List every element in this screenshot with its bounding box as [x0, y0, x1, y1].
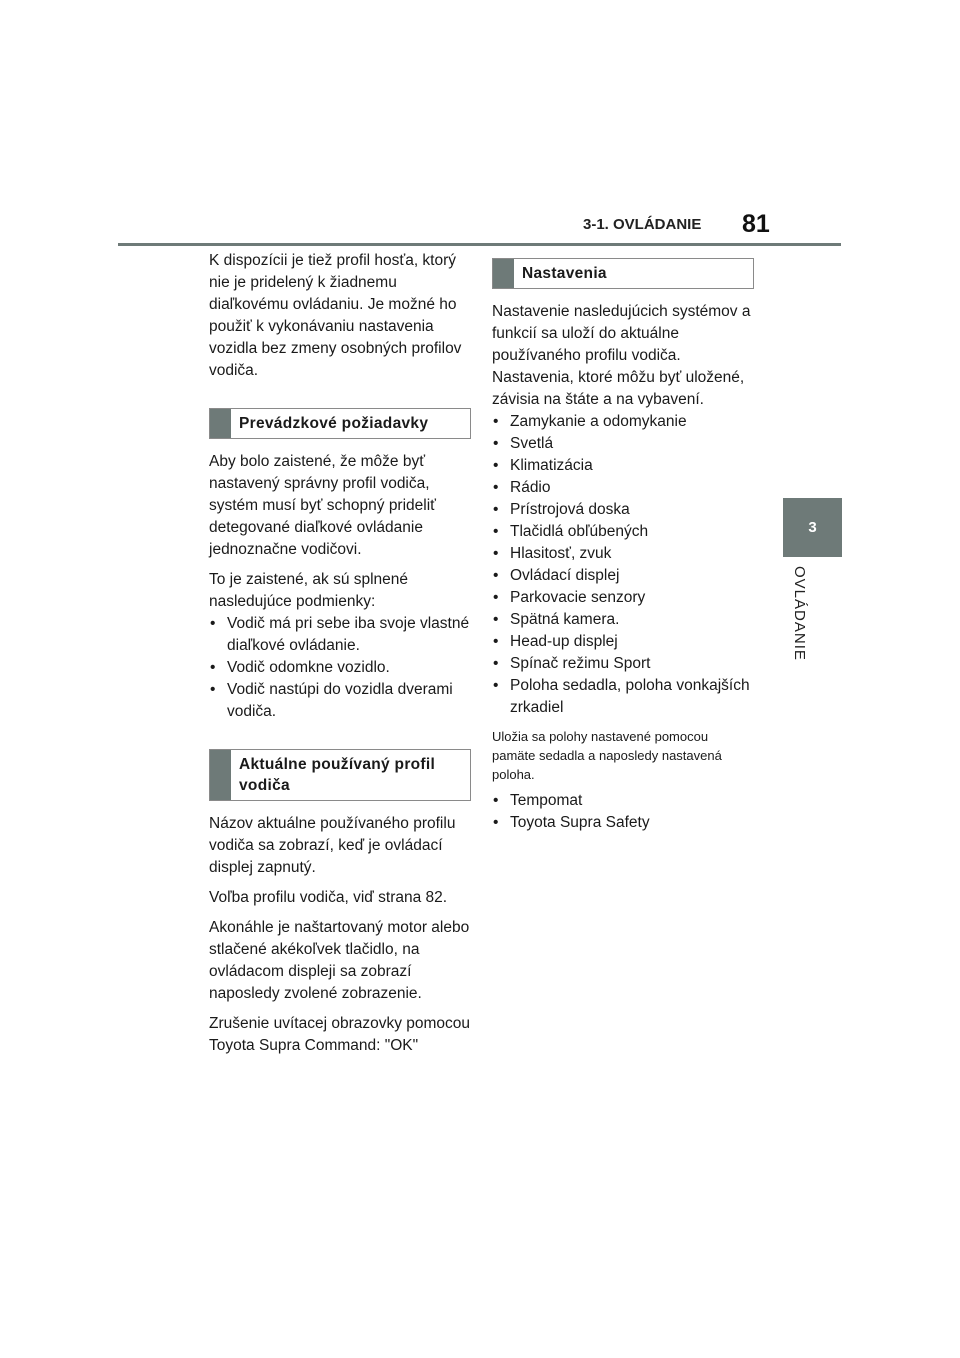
paragraph: To je zaistené, ak sú splnené nasledujúce podmienky: [209, 571, 409, 610]
list-item: • Vodič nastúpi do vozidla dverami vodiča. [209, 679, 471, 723]
list-item: • Toyota Supra Safety [492, 812, 754, 834]
intro-paragraph: K dispozícii je tiež profil hosťa, ktorý nie je pridelený k žiadnemu diaľkovému ovládaniu. Je možné ho použiť k vykonávaniu nastavenia vozidla bez zmeny osobných profilov vodiča. [209, 252, 462, 379]
paragraph: Voľba profilu vodiča, viď strana 82. [209, 889, 448, 906]
settings-list-continued [492, 790, 754, 834]
list-item: • Tlačidlá obľúbených [492, 521, 754, 543]
list-item: • Tempomat [492, 790, 754, 812]
settings-list [492, 411, 754, 719]
list-item: • Head-up displej [492, 631, 754, 653]
conditions-list [209, 613, 471, 723]
heading-text: Aktuálne používaný profil vodiča [239, 756, 436, 794]
left-column [209, 250, 471, 1065]
list-item: • Hlasitosť, zvuk [492, 543, 754, 565]
list-item: • Parkovacie senzory [492, 587, 754, 609]
list-item: • Zamykanie a odomykanie [492, 411, 754, 433]
paragraph: Názov aktuálne používaného profilu vodiča sa zobrazí, keď je ovládací displej zapnutý. [209, 815, 456, 876]
heading-bar [493, 259, 514, 288]
note-text: Uložia sa polohy nastavené pomocou pamäte sedadla a naposledy nastavená poloha. [492, 729, 722, 782]
heading-bar [210, 409, 231, 438]
list-item: • Ovládací displej [492, 565, 754, 587]
heading-bar [210, 750, 231, 800]
list-item: • Spätná kamera. [492, 609, 754, 631]
chapter-tab: 3 [783, 498, 842, 557]
paragraph: Nastavenie nasledujúcich systémov a funkcií sa uloží do aktuálne používaného profilu vodiča. Nastavenia, ktoré môžu byť uložené, závisia na štáte a na vybavení. [492, 303, 751, 408]
list-item: • Prístrojová doska [492, 499, 754, 521]
section-heading-settings [492, 258, 754, 289]
header-rule [118, 243, 841, 246]
list-item: • Spínač režimu Sport [492, 653, 754, 675]
heading-text: Prevádzkové požiadavky [239, 415, 429, 432]
section-heading-current-profile [209, 749, 471, 801]
section-heading-operating-requirements [209, 408, 471, 439]
header-section-title: 3-1. OVLÁDANIE [583, 216, 702, 233]
chapter-label: OVLÁDANIE [791, 566, 808, 661]
list-item: • Rádio [492, 477, 754, 499]
paragraph: Aby bolo zaistené, že môže byť nastavený správny profil vodiča, systém musí byť schopný prideliť detegované diaľkové ovládanie jednoznačne vodičovi. [209, 453, 436, 558]
paragraph: Zrušenie uvítacej obrazovky pomocou Toyota Supra Command: "OK" [209, 1015, 471, 1054]
list-item: • Vodič má pri sebe iba svoje vlastné diaľkové ovládanie. [209, 613, 471, 657]
list-item: • Klimatizácia [492, 455, 754, 477]
list-item: • Svetlá [492, 433, 754, 455]
right-column [492, 250, 754, 842]
list-item: • Vodič odomkne vozidlo. [209, 657, 471, 679]
list-item: • Poloha sedadla, poloha vonkajších zrkadiel [492, 675, 754, 719]
page-number: 81 [742, 210, 770, 238]
paragraph: Akonáhle je naštartovaný motor alebo stlačené akékoľvek tlačidlo, na ovládacom displeji sa zobrazí naposledy zvolené zobrazenie. [209, 919, 470, 1002]
heading-text: Nastavenia [522, 265, 607, 282]
